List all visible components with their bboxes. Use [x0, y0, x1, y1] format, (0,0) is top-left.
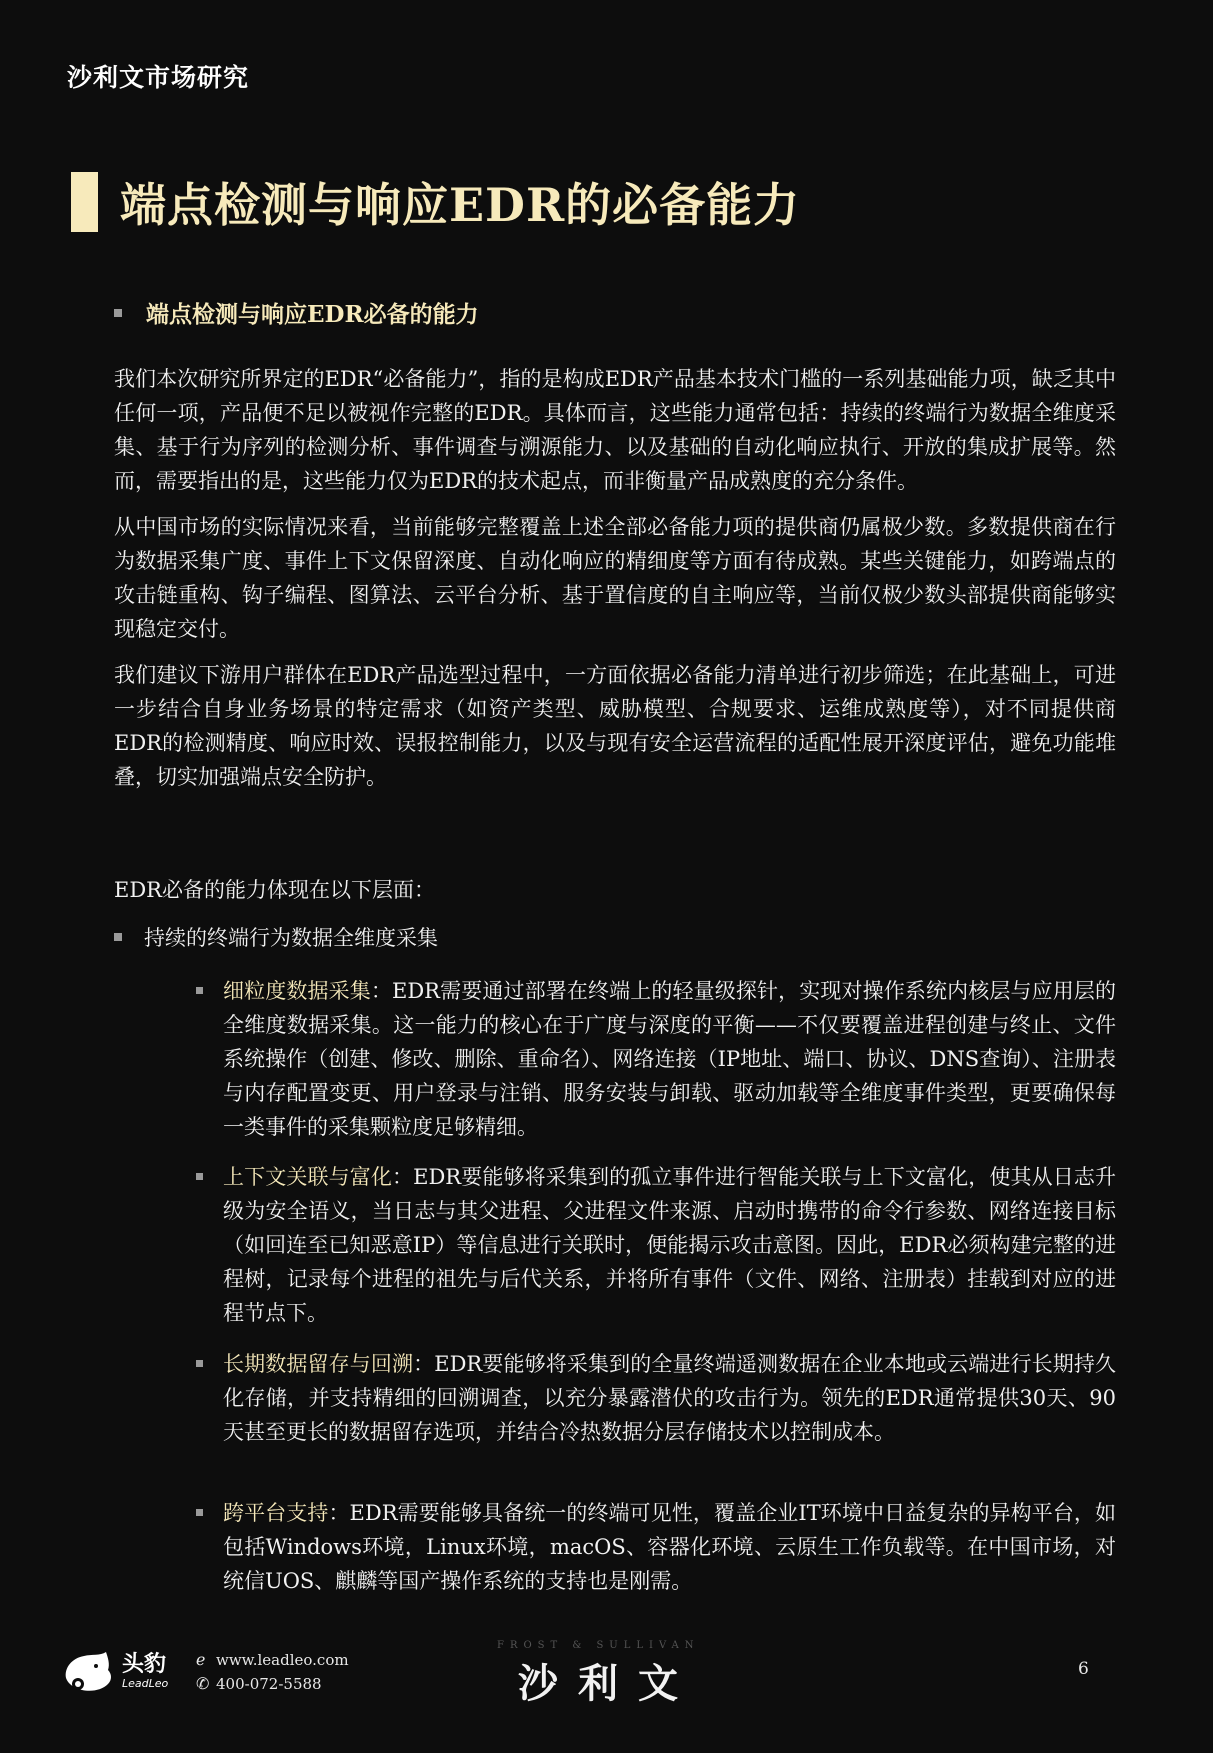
page-title: 端点检测与响应EDR的必备能力 — [120, 178, 801, 232]
paragraph-1: 我们本次研究所界定的EDR“必备能力”，指的是构成EDR产品基本技术门槛的一系列基础能力项，缺乏其中任何一项，产品便不足以被视作完整的EDR。具体而言，这些能力通常包括：持续的终端行为数据全维度采集、基于行为序列的检测分析、事件调查与溯源能力、以及基础的自动化响应执行、开放的集成扩展等。然而，需要指出的是，这些能力仅为EDR的技术起点，而非衡量产品成熟度的充分条件。 — [114, 367, 1116, 493]
bullet-square-icon — [114, 933, 122, 941]
e-letter-icon: ℯ — [196, 1650, 206, 1669]
level1-item — [114, 922, 438, 952]
paragraph-2: 从中国市场的实际情况来看，当前能够完整覆盖上述全部必备能力项的提供商仍属极少数。多数提供商在行为数据采集广度、事件上下文保留深度、自动化响应的精细度等方面有待成熟。某些关键能力，如跨端点的攻击链重构、钩子编程、图算法、云平台分析、基于置信度的自主响应等，当前仅极少数头部提供商能够实现稳定交付。 — [114, 515, 1116, 641]
page-number: 6 — [1078, 1659, 1089, 1679]
sub-item-text — [223, 1347, 1116, 1449]
sub-item-term: 上下文关联与富化 — [223, 1165, 393, 1189]
website-link[interactable]: www.leadleo.com — [216, 1651, 349, 1669]
sub-item-body: ：EDR需要通过部署在终端上的轻量级探针，实现对操作系统内核层与应用层的全维度数据采集。这一能力的核心在于广度与深度的平衡——不仅要覆盖进程创建与终止、文件系统操作（创建、修改、删除、重命名）、网络连接（IP地址、端口、协议、DNS查询）、注册表与内存配置变更、用户登录与注销、服务安装与卸载、驱动加载等全维度事件类型，更要确保每一类事件的采集颗粒度足够精细。 — [223, 979, 1117, 1139]
body-paragraphs — [114, 362, 1116, 806]
bullet-square-icon — [196, 1360, 203, 1367]
bullet-square-icon — [196, 1173, 203, 1180]
leadleo-logo — [62, 1648, 168, 1694]
logo-cn-text: 头豹 — [122, 1651, 167, 1677]
sub-item-term: 细粒度数据采集 — [223, 979, 371, 1003]
bullet-square-icon — [196, 1509, 203, 1516]
sub-item-1 — [196, 974, 1116, 1144]
sub-item-3 — [196, 1347, 1116, 1449]
sub-item-term: 跨平台支持 — [223, 1501, 329, 1525]
sub-item-body: ：EDR要能够将采集到的孤立事件进行智能关联与上下文富化，使其从日志升级为安全语义，当日志与其父进程、父进程文件来源、启动时携带的命令行参数、网络连接目标（如回连至已知恶意IP）等信息进行关联时，便能揭示攻击意图。因此，EDR必须构建完整的进程树，记录每个进程的祖先与后代关系，并将所有事件（文件、网络、注册表）挂载到对应的进程节点下。 — [223, 1165, 1117, 1325]
sub-item-body: ：EDR需要能够具备统一的终端可见性，覆盖企业IT环境中日益复杂的异构平台，如包括Windows环境，Linux环境，macOS、容器化环境、云原生工作负载等。在中国市场，对统信UOS、麒麟等国产操作系统的支持也是刚需。 — [223, 1501, 1116, 1593]
sub-item-2 — [196, 1160, 1116, 1330]
sub-item-term: 长期数据留存与回溯 — [223, 1352, 414, 1376]
sub-item-body: ：EDR要能够将采集到的全量终端遥测数据在企业本地或云端进行长期持久化存储，并支持精细的回溯调查，以充分暴露潜伏的攻击行为。领先的EDR通常提供30天、90天甚至更长的数据留存选项，并结合冷热数据分层存储技术以控制成本。 — [223, 1352, 1117, 1444]
sub-item-4 — [196, 1496, 1116, 1598]
paragraph-3: 我们建议下游用户群体在EDR产品选型过程中，一方面依据必备能力清单进行初步筛选；在此基础上，可进一步结合自身业务场景的特定需求（如资产类型、威胁模型、合规要求、运维成熟度等），对不同提供商EDR的检测精度、响应时效、误报控制能力，以及与现有安全运营流程的适配性展开深度评估，避免功能堆叠，切实加强端点安全防护。 — [114, 663, 1116, 789]
section-heading-text: 端点检测与响应EDR必备的能力 — [146, 301, 479, 328]
frost-sullivan-small-text: FROST & SULLIVAN — [497, 1640, 700, 1651]
phone-number: 400-072-5588 — [216, 1675, 322, 1693]
contact-info — [196, 1648, 349, 1696]
bullet-square-icon — [114, 309, 122, 317]
sub-item-text — [223, 1160, 1116, 1330]
level1-text: 持续的终端行为数据全维度采集 — [144, 926, 438, 950]
bullet-square-icon — [196, 987, 203, 994]
title-block — [71, 172, 800, 232]
sub-item-text — [223, 1496, 1116, 1598]
header-brand: 沙利文市场研究 — [67, 63, 250, 92]
phone-icon: ✆ — [196, 1674, 210, 1693]
frost-sullivan-logo-text: 沙利文 — [518, 1661, 698, 1707]
section-heading — [114, 296, 479, 329]
title-accent-bar — [71, 172, 98, 232]
sub-item-text — [223, 974, 1116, 1144]
capability-intro: EDR必备的能力体现在以下层面： — [114, 878, 435, 902]
leopard-logo-icon — [62, 1648, 114, 1694]
logo-en-text: LeadLeo — [122, 1676, 169, 1690]
